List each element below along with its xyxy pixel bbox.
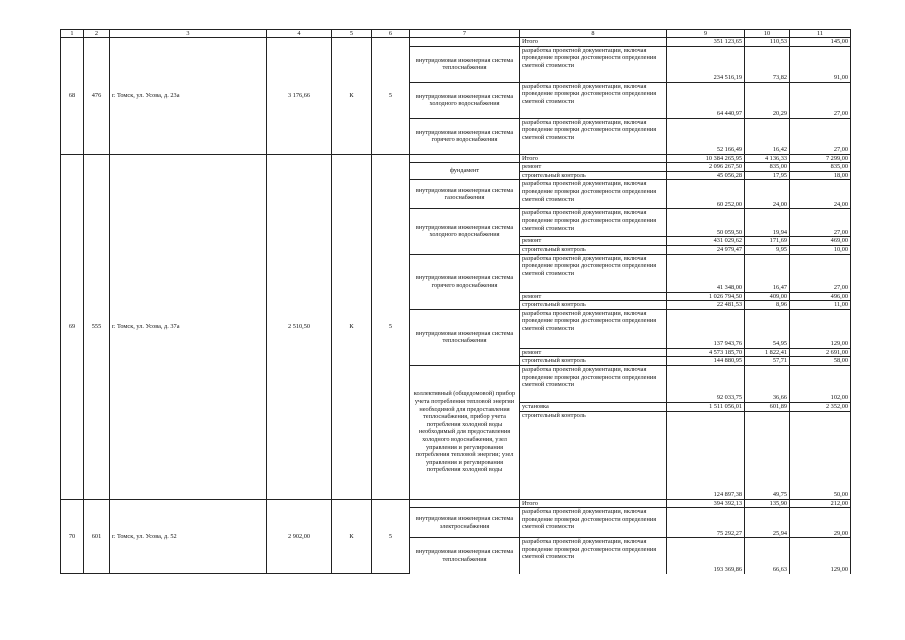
work-unit-cost: 19,94 bbox=[745, 209, 790, 237]
work-cost: 52 166,49 bbox=[667, 118, 745, 154]
system-name: внутридомовая инженерная система теплоснабжения bbox=[410, 538, 520, 574]
work-unit-cost: 171,69 bbox=[745, 237, 790, 246]
work-description: ремонт bbox=[520, 348, 667, 357]
column-number-cell: 11 bbox=[790, 30, 851, 38]
column-number-cell: 1 bbox=[61, 30, 84, 38]
work-limit-cost: 91,00 bbox=[790, 46, 851, 82]
work-limit-cost: 129,00 bbox=[790, 309, 851, 348]
work-cost: 137 943,76 bbox=[667, 309, 745, 348]
work-unit-cost: 409,00 bbox=[745, 292, 790, 301]
total-limit-cost: 145,00 bbox=[790, 38, 851, 47]
column-number-cell: 7 bbox=[410, 30, 520, 38]
column-number-cell: 2 bbox=[84, 30, 110, 38]
work-description: разработка проектной документации, включая проведение проверки достоверности определения сметной стоимости bbox=[520, 538, 667, 574]
work-unit-cost: 20,29 bbox=[745, 82, 790, 118]
work-cost: 92 033,75 bbox=[667, 365, 745, 402]
total-limit-cost: 7 299,00 bbox=[790, 154, 851, 163]
work-unit-cost: 601,89 bbox=[745, 402, 790, 411]
work-unit-cost: 24,00 bbox=[745, 180, 790, 209]
system-name: фундамент bbox=[410, 163, 520, 180]
column-number-cell: 6 bbox=[372, 30, 410, 38]
object-total-row bbox=[61, 499, 851, 508]
work-description: разработка проектной документации, включая проведение проверки достоверности определения сметной стоимости bbox=[520, 365, 667, 402]
system-name: коллективный (общедомовой) прибор учета потребления тепловой энергии необходимой для предоставления теплоснабжения, прибор учета потребления холодной воды необходимый для предоставления холодного водоснабжения, узел управления и регулирования потребления тепловой энергии; узел управления и регулирования потребления холодной воды bbox=[410, 365, 520, 499]
work-limit-cost: 58,00 bbox=[790, 357, 851, 366]
object-total-row bbox=[61, 38, 851, 47]
work-description: установка bbox=[520, 402, 667, 411]
work-cost: 431 029,62 bbox=[667, 237, 745, 246]
work-cost: 1 511 056,01 bbox=[667, 402, 745, 411]
work-limit-cost: 496,00 bbox=[790, 292, 851, 301]
column-number-cell: 5 bbox=[332, 30, 372, 38]
work-description: строительный контроль bbox=[520, 301, 667, 310]
work-limit-cost: 10,00 bbox=[790, 245, 851, 254]
work-limit-cost: 469,00 bbox=[790, 237, 851, 246]
object-area: 2 902,00 bbox=[267, 499, 332, 574]
work-limit-cost: 24,00 bbox=[790, 180, 851, 209]
object-floors: 5 bbox=[372, 499, 410, 574]
object-code: 555 bbox=[84, 154, 110, 499]
work-unit-cost: 8,96 bbox=[745, 301, 790, 310]
work-description: строительный контроль bbox=[520, 411, 667, 499]
work-description: ремонт bbox=[520, 292, 667, 301]
work-limit-cost: 18,00 bbox=[790, 171, 851, 180]
work-unit-cost: 16,42 bbox=[745, 118, 790, 154]
work-limit-cost: 2 352,00 bbox=[790, 402, 851, 411]
work-description: разработка проектной документации, включая проведение проверки достоверности определения сметной стоимости bbox=[520, 118, 667, 154]
column-number-row bbox=[61, 30, 851, 38]
work-cost: 193 369,86 bbox=[667, 538, 745, 574]
total-system-cell bbox=[410, 38, 520, 47]
object-type: К bbox=[332, 154, 372, 499]
work-description: строительный контроль bbox=[520, 171, 667, 180]
work-cost: 144 880,95 bbox=[667, 357, 745, 366]
work-cost: 124 897,38 bbox=[667, 411, 745, 499]
object-number: 70 bbox=[61, 499, 84, 574]
total-cost: 10 384 265,95 bbox=[667, 154, 745, 163]
work-unit-cost: 9,95 bbox=[745, 245, 790, 254]
column-number-cell: 4 bbox=[267, 30, 332, 38]
work-limit-cost: 50,00 bbox=[790, 411, 851, 499]
work-unit-cost: 73,82 bbox=[745, 46, 790, 82]
total-unit-cost: 135,90 bbox=[745, 499, 790, 508]
system-name: внутридомовая инженерная система теплоснабжения bbox=[410, 46, 520, 82]
work-cost: 50 059,50 bbox=[667, 209, 745, 237]
work-limit-cost: 129,00 bbox=[790, 538, 851, 574]
object-address: г. Томск, ул. Усова, д. 52 bbox=[110, 499, 267, 574]
work-limit-cost: 27,00 bbox=[790, 82, 851, 118]
work-description: разработка проектной документации, включая проведение проверки достоверности определения сметной стоимости bbox=[520, 46, 667, 82]
work-description: ремонт bbox=[520, 237, 667, 246]
object-number: 69 bbox=[61, 154, 84, 499]
work-unit-cost: 49,75 bbox=[745, 411, 790, 499]
work-unit-cost: 17,95 bbox=[745, 171, 790, 180]
work-limit-cost: 29,00 bbox=[790, 508, 851, 538]
work-cost: 60 252,00 bbox=[667, 180, 745, 209]
table-body bbox=[61, 30, 851, 574]
column-number-cell: 9 bbox=[667, 30, 745, 38]
system-name: внутридомовая инженерная система горячего водоснабжения bbox=[410, 118, 520, 154]
work-unit-cost: 835,00 bbox=[745, 163, 790, 172]
work-unit-cost: 36,66 bbox=[745, 365, 790, 402]
work-unit-cost: 25,94 bbox=[745, 508, 790, 538]
column-number-cell: 8 bbox=[520, 30, 667, 38]
system-name: внутридомовая инженерная система газоснабжения bbox=[410, 180, 520, 209]
system-name: внутридомовая инженерная система теплоснабжения bbox=[410, 309, 520, 365]
work-description: строительный контроль bbox=[520, 357, 667, 366]
work-unit-cost: 1 822,41 bbox=[745, 348, 790, 357]
work-limit-cost: 102,00 bbox=[790, 365, 851, 402]
total-limit-cost: 212,00 bbox=[790, 499, 851, 508]
work-limit-cost: 27,00 bbox=[790, 118, 851, 154]
system-name: внутридомовая инженерная система горячего водоснабжения bbox=[410, 254, 520, 309]
work-unit-cost: 66,63 bbox=[745, 538, 790, 574]
total-label: Итого bbox=[520, 38, 667, 47]
object-address: г. Томск, ул. Усова, д. 37а bbox=[110, 154, 267, 499]
work-unit-cost: 16,47 bbox=[745, 254, 790, 292]
total-unit-cost: 4 136,33 bbox=[745, 154, 790, 163]
work-limit-cost: 27,00 bbox=[790, 209, 851, 237]
object-code: 476 bbox=[84, 38, 110, 155]
total-system-cell bbox=[410, 154, 520, 163]
work-cost: 45 056,28 bbox=[667, 171, 745, 180]
object-address: г. Томск, ул. Усова, д. 23а bbox=[110, 38, 267, 155]
total-unit-cost: 110,53 bbox=[745, 38, 790, 47]
object-floors: 5 bbox=[372, 38, 410, 155]
total-label: Итого bbox=[520, 154, 667, 163]
work-description: разработка проектной документации, включая проведение проверки достоверности определения сметной стоимости bbox=[520, 508, 667, 538]
work-cost: 64 440,97 bbox=[667, 82, 745, 118]
object-code: 601 bbox=[84, 499, 110, 574]
work-cost: 234 516,19 bbox=[667, 46, 745, 82]
object-area: 3 176,66 bbox=[267, 38, 332, 155]
work-cost: 24 979,47 bbox=[667, 245, 745, 254]
column-number-cell: 3 bbox=[110, 30, 267, 38]
work-description: разработка проектной документации, включая проведение проверки достоверности определения сметной стоимости bbox=[520, 209, 667, 237]
work-cost: 75 292,27 bbox=[667, 508, 745, 538]
column-number-cell: 10 bbox=[745, 30, 790, 38]
object-total-row bbox=[61, 154, 851, 163]
work-cost: 1 026 794,50 bbox=[667, 292, 745, 301]
object-type: К bbox=[332, 38, 372, 155]
object-type: К bbox=[332, 499, 372, 574]
work-cost: 2 096 267,50 bbox=[667, 163, 745, 172]
object-floors: 5 bbox=[372, 154, 410, 499]
capital-repair-table bbox=[60, 29, 851, 574]
work-unit-cost: 54,95 bbox=[745, 309, 790, 348]
object-number: 68 bbox=[61, 38, 84, 155]
total-system-cell bbox=[410, 499, 520, 508]
work-limit-cost: 835,00 bbox=[790, 163, 851, 172]
total-cost: 394 392,13 bbox=[667, 499, 745, 508]
work-limit-cost: 2 691,00 bbox=[790, 348, 851, 357]
work-cost: 4 573 185,70 bbox=[667, 348, 745, 357]
work-limit-cost: 27,00 bbox=[790, 254, 851, 292]
work-description: разработка проектной документации, включая проведение проверки достоверности определения сметной стоимости bbox=[520, 180, 667, 209]
system-name: внутридомовая инженерная система холодного водоснабжения bbox=[410, 209, 520, 254]
repair-register-page bbox=[60, 29, 851, 574]
work-description: ремонт bbox=[520, 163, 667, 172]
work-description: разработка проектной документации, включая проведение проверки достоверности определения сметной стоимости bbox=[520, 254, 667, 292]
work-unit-cost: 57,71 bbox=[745, 357, 790, 366]
system-name: внутридомовая инженерная система электроснабжения bbox=[410, 508, 520, 538]
object-area: 2 510,50 bbox=[267, 154, 332, 499]
work-limit-cost: 11,00 bbox=[790, 301, 851, 310]
total-label: Итого bbox=[520, 499, 667, 508]
work-description: разработка проектной документации, включая проведение проверки достоверности определения сметной стоимости bbox=[520, 309, 667, 348]
work-cost: 41 348,00 bbox=[667, 254, 745, 292]
work-description: строительный контроль bbox=[520, 245, 667, 254]
work-description: разработка проектной документации, включая проведение проверки достоверности определения сметной стоимости bbox=[520, 82, 667, 118]
work-cost: 22 481,53 bbox=[667, 301, 745, 310]
total-cost: 351 123,65 bbox=[667, 38, 745, 47]
system-name: внутридомовая инженерная система холодного водоснабжения bbox=[410, 82, 520, 118]
